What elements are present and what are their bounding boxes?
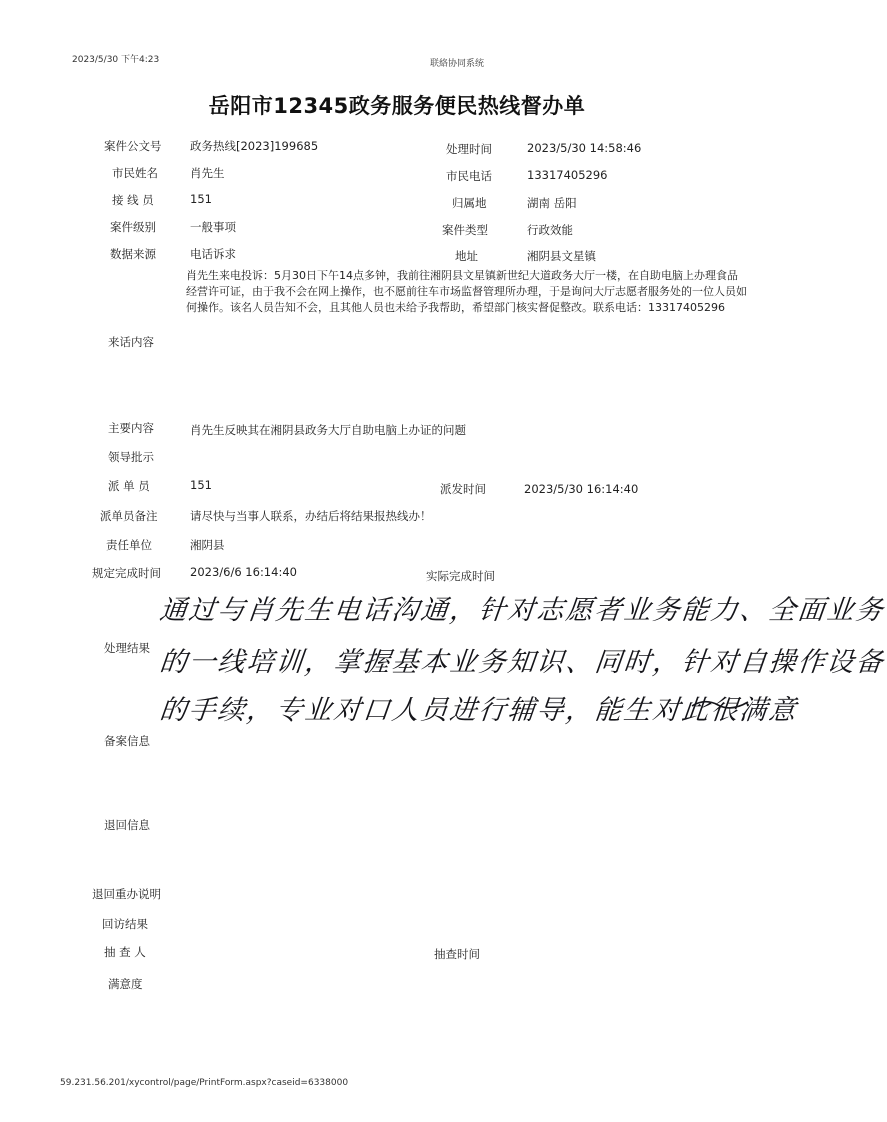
actual-completion-label: 实际完成时间 <box>426 569 495 583</box>
address-value: 湘阴县文星镇 <box>527 249 596 263</box>
system-name: 联絡协同系统 <box>430 59 485 69</box>
accept-time-value: 2023/5/30 14:58:46 <box>527 141 642 155</box>
citizen-phone-value: 13317405296 <box>527 168 608 182</box>
call-content-label: 来话内容 <box>108 335 154 349</box>
citizen-name-label: 市民姓名 <box>112 166 158 180</box>
footer-url: 59.231.56.201/xycontrol/page/PrintForm.aspx?caseid=6338000 <box>60 1078 349 1088</box>
accept-time-label: 处理时间 <box>446 142 492 156</box>
handwritten-line: 的手续，专业对口人员进行辅导，能生对此很满意 <box>158 695 800 726</box>
region-label: 归属地 <box>452 196 487 210</box>
print-datetime: 2023/5/30 下午4:23 <box>72 55 160 65</box>
dispatch-time-value: 2023/5/30 16:14:40 <box>524 482 639 496</box>
callback-result-label: 回访结果 <box>102 917 148 931</box>
main-content-label: 主要内容 <box>108 421 154 435</box>
dispatcher-label: 派 单 员 <box>108 479 150 493</box>
result-label: 处理结果 <box>104 641 150 655</box>
citizen-name-value: 肖先生 <box>190 166 225 180</box>
main-content-value: 肖先生反映其在湘阴县政务大厅自助电脑上办证的问题 <box>190 423 466 437</box>
case-type-label: 案件类型 <box>442 223 488 237</box>
return-info-label: 退回信息 <box>104 818 150 832</box>
case-level-label: 案件级别 <box>110 220 156 234</box>
dispatcher-note-value: 请尽快与当事人联系，办结后将结果报热线办！ <box>190 509 432 523</box>
dispatch-time-label: 派发时间 <box>440 482 486 496</box>
data-source-label: 数据来源 <box>110 247 156 261</box>
citizen-phone-label: 市民电话 <box>446 169 492 183</box>
return-redo-note-label: 退回重办说明 <box>92 887 161 901</box>
handwritten-line: 通过与肖先生电话沟通，针对志愿者业务能力、全面业务 <box>158 595 887 626</box>
case-number-label: 案件公文号 <box>104 139 162 153</box>
dispatcher-note-label: 派单员备注 <box>100 509 158 523</box>
inspector-label: 抽 查 人 <box>104 945 146 959</box>
satisfaction-label: 满意度 <box>108 977 143 991</box>
operator-label: 接 线 员 <box>112 193 154 207</box>
address-label: 地址 <box>455 249 478 263</box>
case-type-value: 行政效能 <box>527 223 573 237</box>
page-title: 岳阳市12345政务服务便民热线督办单 <box>208 94 586 118</box>
data-source-value: 电话诉求 <box>190 247 236 261</box>
strikethrough-mark <box>690 688 750 718</box>
deadline-value: 2023/6/6 16:14:40 <box>190 565 297 579</box>
deadline-label: 规定完成时间 <box>92 566 161 580</box>
filing-info-label: 备案信息 <box>104 734 150 748</box>
operator-value: 151 <box>190 192 212 206</box>
case-level-value: 一般事项 <box>190 220 236 234</box>
region-value: 湖南 岳阳 <box>527 196 577 210</box>
inspect-time-label: 抽查时间 <box>434 947 480 961</box>
handwritten-line: 的一线培训，掌握基本业务知识、同时，针对自操作设备 <box>158 647 887 678</box>
case-number-value: 政务热线[2023]199685 <box>190 139 319 153</box>
call-content-text: 肖先生来电投诉：5月30日下午14点多钟，我前往湘阴县文星镇新世纪大道政务大厅一楼，在自助电脑上办理食品经营许可证，由于我不会在网上操作，也不愿前往车市场监督管理所办理，于是询问大厅志愿者服务处的一位人员如何操作。该名人员告知不会，且其他人员也未给予我帮助，希望部门核实督促整改。联系电话：13317405296 <box>186 269 747 314</box>
dispatcher-value: 151 <box>190 478 212 492</box>
responsible-unit-label: 责任单位 <box>106 538 152 552</box>
leader-instruction-label: 领导批示 <box>108 450 154 464</box>
responsible-unit-value: 湘阴县 <box>190 538 225 552</box>
